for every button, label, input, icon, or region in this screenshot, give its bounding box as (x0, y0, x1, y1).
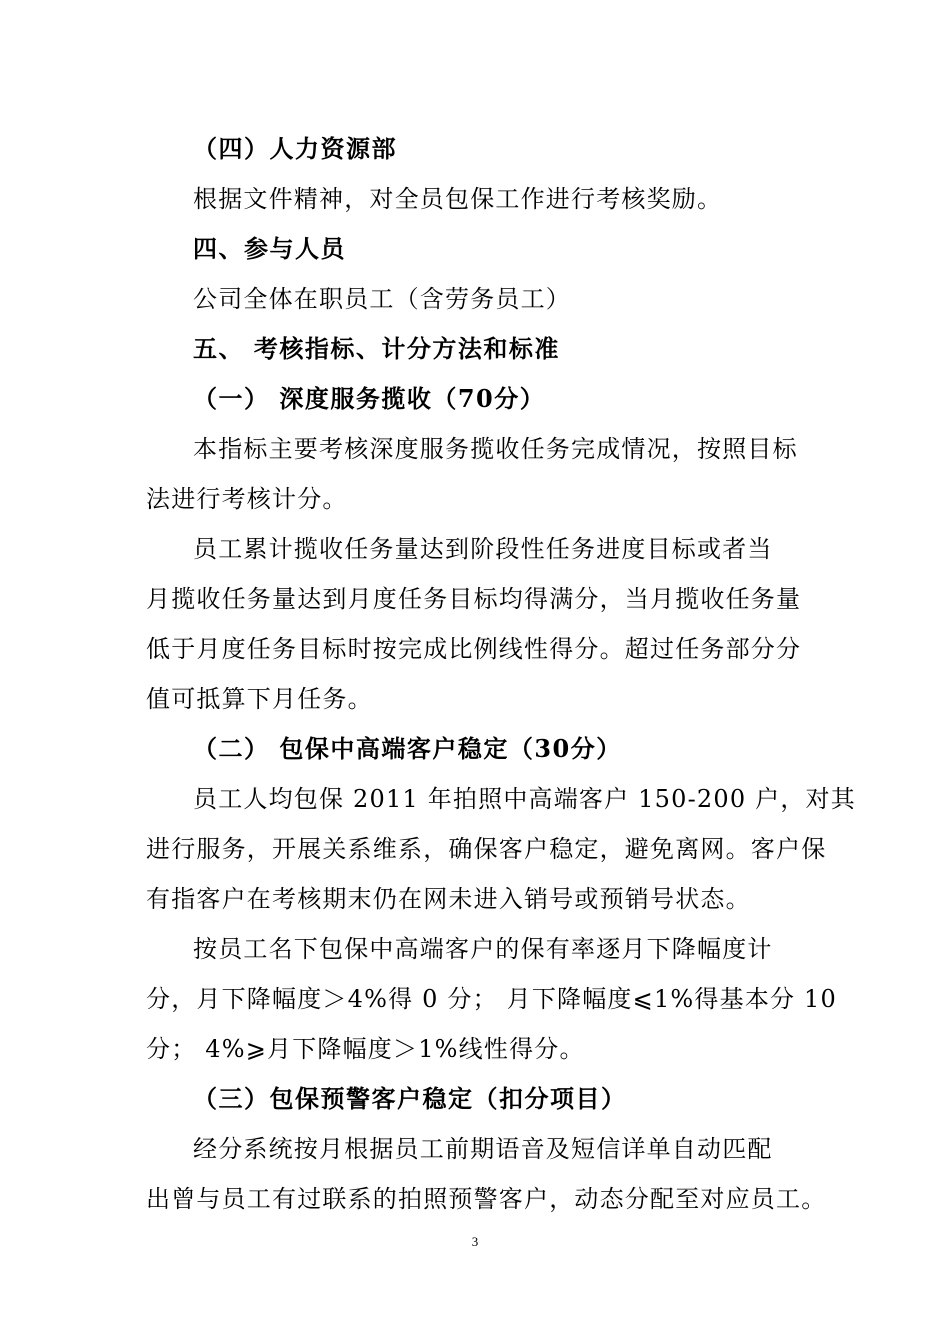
heading-participants: 四、参与人员 (193, 234, 346, 263)
heading-warning-customers: （三）包保预警客户稳定（扣分项目） (193, 1084, 627, 1113)
paragraph-high-end-line: 员工人均包保 2011 年拍照中高端客户 150-200 户，对其 (193, 785, 856, 813)
paragraph-deep-service-line: 本指标主要考核深度服务揽收任务完成情况，按照目标 (193, 435, 798, 463)
paragraph-deep-service-line: 法进行考核计分。 (146, 485, 348, 513)
paragraph-high-end-line: 分； 4%⩾月下降幅度＞1%线性得分。 (146, 1035, 585, 1063)
paragraph-participants: 公司全体在职员工（含劳务员工） (193, 285, 571, 313)
heading-assessment-indicators: 五、 考核指标、计分方法和标准 (193, 334, 560, 363)
paragraph-warning-line: 出曾与员工有过联系的拍照预警客户，动态分配至对应员工。 (146, 1185, 827, 1213)
paragraph-high-end-line: 进行服务，开展关系维系，确保客户稳定，避免离网。客户保 (146, 835, 827, 863)
paragraph-deep-service-line: 月揽收任务量达到月度任务目标均得满分，当月揽收任务量 (146, 585, 802, 613)
paragraph-high-end-line: 分，月下降幅度＞4%得 0 分； 月下降幅度⩽1%得基本分 10 (146, 985, 837, 1013)
paragraph-hr-department: 根据文件精神，对全员包保工作进行考核奖励。 (193, 185, 723, 213)
paragraph-deep-service-line: 值可抵算下月任务。 (146, 685, 373, 713)
heading-high-end-customers: （二） 包保中高端客户稳定（30分） (193, 734, 622, 763)
page-number: 3 (471, 1234, 479, 1249)
paragraph-deep-service-line: 员工累计揽收任务量达到阶段性任务进度目标或者当 (193, 535, 773, 563)
heading-deep-service: （一） 深度服务揽收（70分） (193, 384, 546, 413)
heading-hr-department: （四）人力资源部 (193, 134, 397, 163)
paragraph-high-end-line: 按员工名下包保中高端客户的保有率逐月下降幅度计 (193, 935, 773, 963)
paragraph-deep-service-line: 低于月度任务目标时按完成比例线性得分。超过任务部分分 (146, 635, 802, 663)
paragraph-high-end-line: 有指客户在考核期末仍在网未进入销号或预销号状态。 (146, 885, 751, 913)
paragraph-warning-line: 经分系统按月根据员工前期语音及短信详单自动匹配 (193, 1135, 773, 1163)
